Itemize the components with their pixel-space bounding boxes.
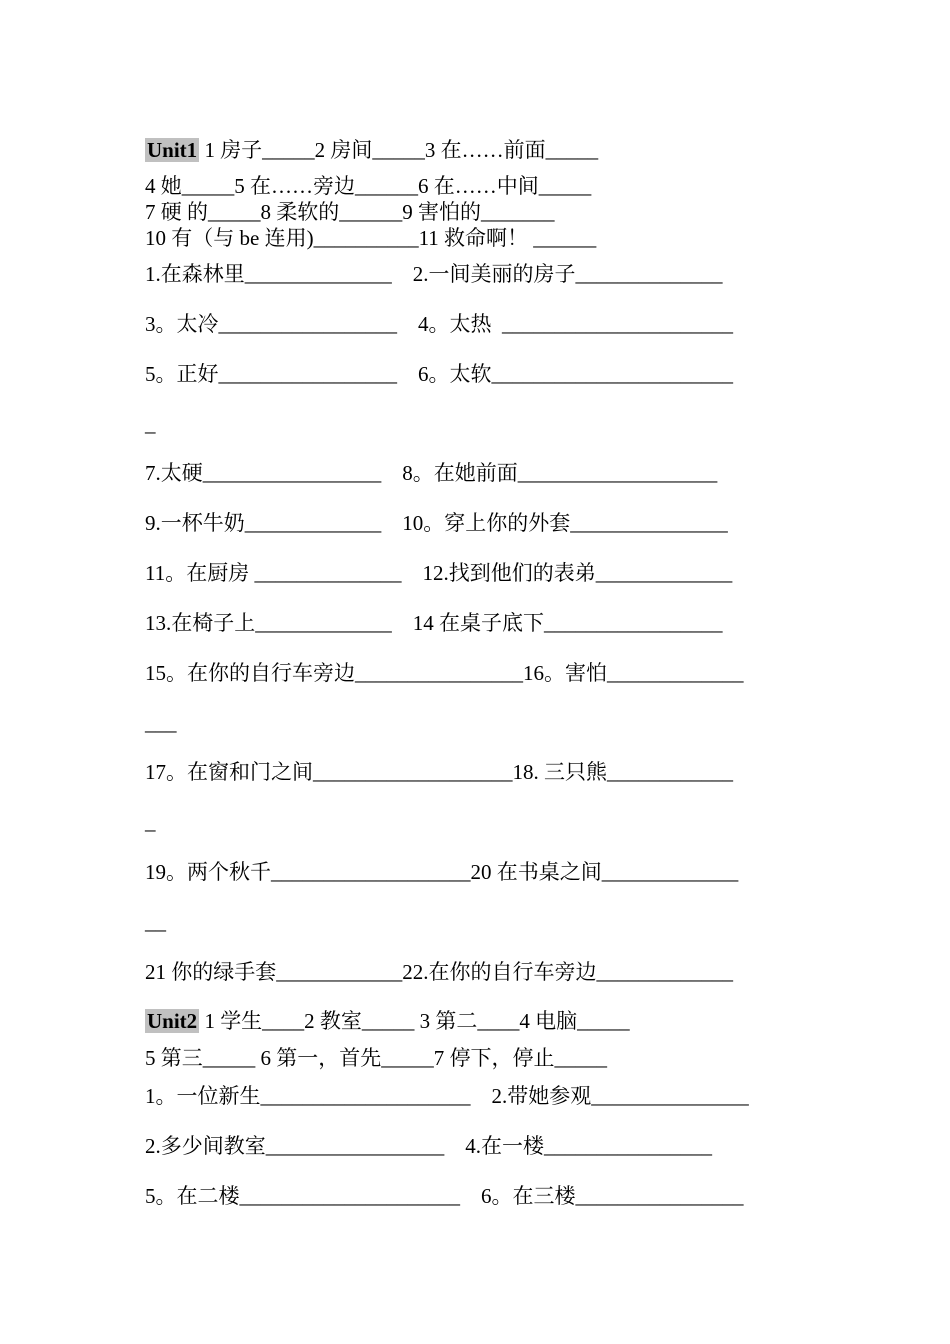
unit1-phrase-line: _ bbox=[145, 412, 156, 436]
unit1-vocab-line-3: 7 硬 的_____8 柔软的______9 害怕的_______ bbox=[145, 200, 555, 224]
unit1-phrase-line: 1.在森林里______________ 2.一间美丽的房子______________ bbox=[145, 262, 723, 286]
unit1-phrase-line: _ bbox=[145, 810, 156, 834]
unit2-vocab-line-1: Unit2 1 学生____2 教室_____ 3 第二____4 电脑_____ bbox=[147, 1009, 630, 1033]
unit1-vocab-line-2: 4 她_____5 在……旁边______6 在……中间_____ bbox=[145, 174, 592, 198]
unit2-phrase-line: 2.多少间教室_________________ 4.在一楼________________ bbox=[145, 1134, 712, 1158]
unit1-phrase-line: 9.一杯牛奶_____________ 10。穿上你的外套_______________ bbox=[145, 511, 728, 535]
unit1-vocab-line-4: 10 有（与 be 连用)__________11 救命啊！ ______ bbox=[145, 226, 597, 250]
unit1-phrase-line: 3。太冷_________________ 4。太热 ______________________ bbox=[145, 312, 733, 336]
unit1-phrase-line: 11。在厨房 ______________ 12.找到他们的表弟_____________ bbox=[145, 561, 733, 585]
unit1-phrase-line: 13.在椅子上_____________ 14 在桌子底下_________________ bbox=[145, 611, 723, 635]
unit1-phrase-line: 7.太硬_________________ 8。在她前面___________________ bbox=[145, 461, 718, 485]
unit1-phrase-line: 21 你的绿手套____________22.在你的自行车旁边_____________ bbox=[145, 960, 733, 984]
unit1-phrase-line: ___ bbox=[145, 711, 177, 735]
unit1-phrase-line: __ bbox=[145, 910, 166, 934]
unit2-phrase-line: 1。一位新生____________________ 2.带她参观_______________ bbox=[145, 1084, 749, 1108]
unit2-vocab-line-2: 5 第三_____ 6 第一，首先_____7 停下，停止_____ bbox=[145, 1046, 607, 1070]
unit1-phrase-line: 19。两个秋千___________________20 在书桌之间_____________ bbox=[145, 860, 739, 884]
unit1-phrase-line: 15。在你的自行车旁边________________16。害怕_____________ bbox=[145, 661, 744, 685]
unit2-phrase-line: 5。在二楼_____________________ 6。在三楼________________ bbox=[145, 1184, 744, 1208]
unit2-label: Unit2 bbox=[147, 1009, 198, 1033]
unit1-phrase-line: 17。在窗和门之间___________________18. 三只熊____________ bbox=[145, 760, 733, 784]
unit1-vocab-line-1: Unit1 1 房子_____2 房间_____3 在……前面_____ bbox=[147, 138, 599, 162]
unit1-label: Unit1 bbox=[147, 138, 198, 162]
unit1-phrase-line: 5。正好_________________ 6。太软_______________________ bbox=[145, 362, 733, 386]
